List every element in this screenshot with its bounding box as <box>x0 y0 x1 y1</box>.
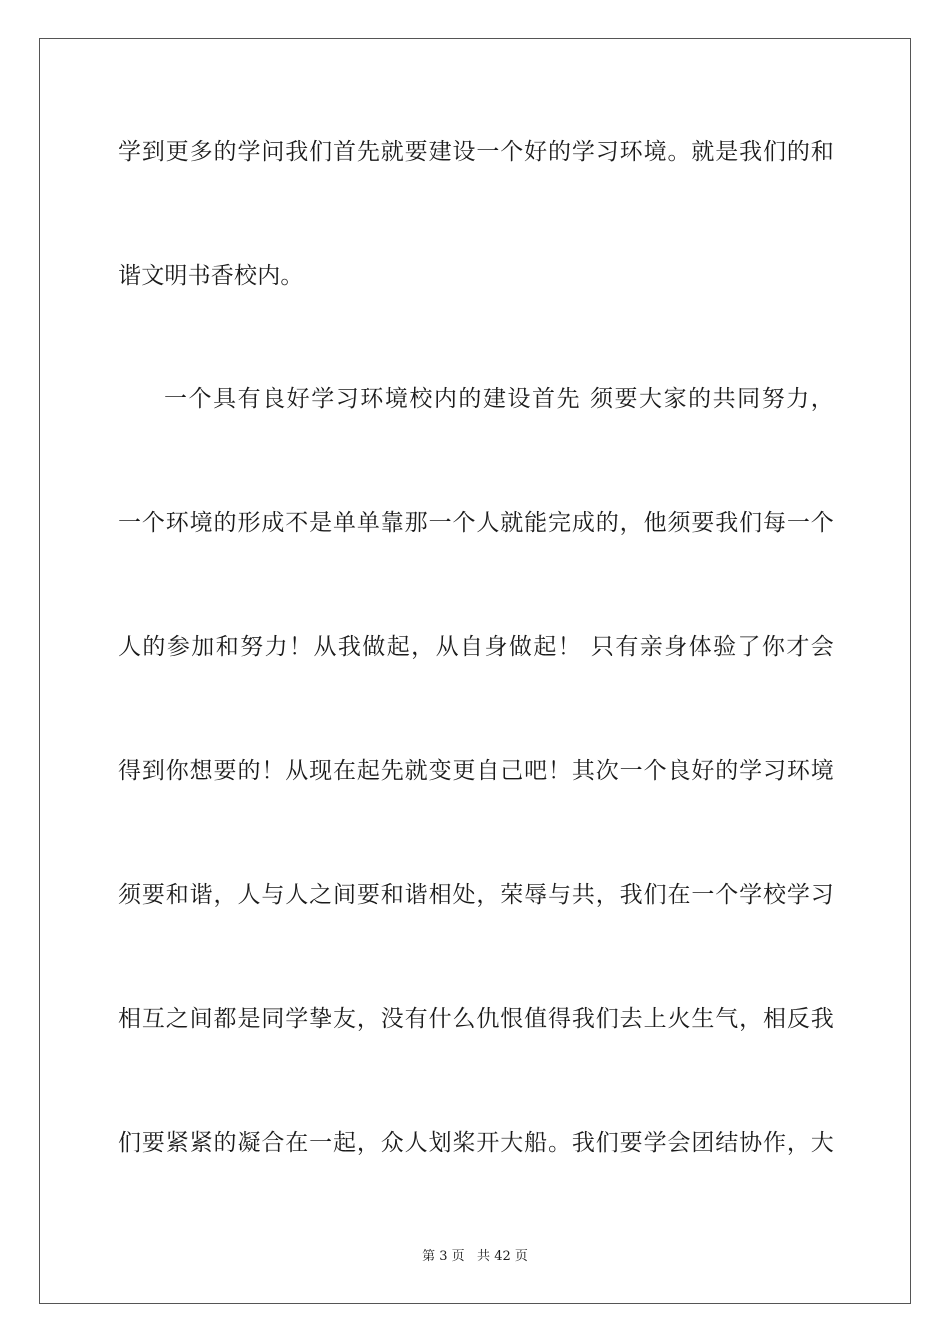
paragraph-line-7: 须要和谐，人与人之间要和谐相处，荣辱与共，我们在一个学校学习 <box>118 882 834 908</box>
paragraph-line-2: 谐文明书香校内。 <box>118 263 304 289</box>
page-border <box>39 38 911 1304</box>
paragraph-line-6: 得到你想要的！从现在起先就变更自己吧！其次一个良好的学习环境 <box>118 758 834 784</box>
paragraph-line-9: 们要紧紧的凝合在一起，众人划桨开大船。我们要学会团结协作，大 <box>118 1130 834 1156</box>
paragraph-line-4: 一个环境的形成不是单单靠那一个人就能完成的，他须要我们每一个 <box>118 510 834 536</box>
page-number-footer: 第 3 页 共 42 页 <box>422 1249 528 1264</box>
paragraph-line-3: 一个具有良好学习环境校内的建设首先 须要大家的共同努力， <box>164 386 834 412</box>
paragraph-line-8: 相互之间都是同学挚友，没有什么仇恨值得我们去上火生气，相反我 <box>118 1006 834 1032</box>
paragraph-line-1: 学到更多的学问我们首先就要建设一个好的学习环境。就是我们的和 <box>118 139 834 165</box>
paragraph-line-5: 人的参加和努力！从我做起，从自身做起！ 只有亲身体验了你才会 <box>118 634 834 660</box>
